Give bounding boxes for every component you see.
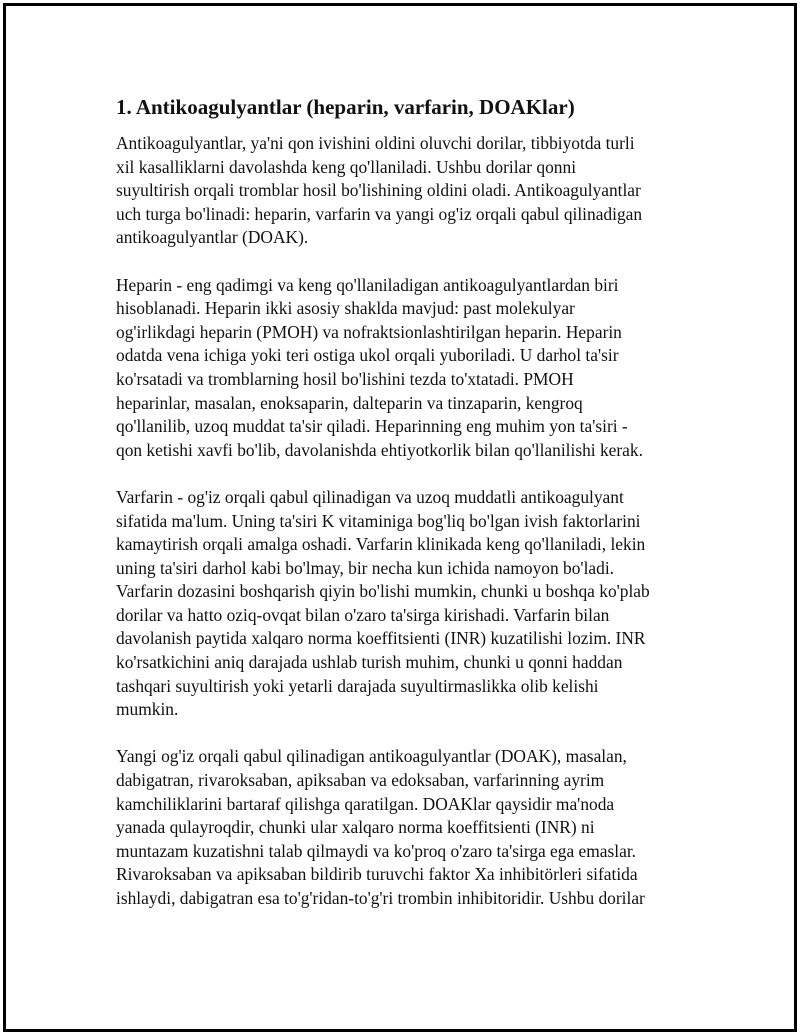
paragraph-doak: [116, 745, 686, 910]
text-line: odatda vena ichiga yoki teri ostiga ukol orqali yuboriladi. U darhol ta'sir: [116, 345, 619, 366]
text-line: kamchiliklarini bartaraf qilishga qaratilgan. DOAKlar qaysidir ma'noda: [116, 793, 615, 814]
text-line: ko'rsatadi va tromblarning hosil bo'lishini tezda to'xtatadi. PMOH: [116, 368, 574, 389]
text-line: ko'rsatkichini aniq darajada ushlab turish muhim, chunki u qonni haddan: [116, 652, 623, 673]
text-line: muntazam kuzatishni talab qilmaydi va ko'proq o'zaro ta'sirga ega emaslar.: [116, 840, 637, 861]
text-line: xil kasalliklarni davolashda keng qo'llaniladi. Ushbu dorilar qonni: [116, 156, 577, 177]
text-line: Varfarin - og'iz orqali qabul qilinadigan va uzoq muddatli antikoagulyant: [116, 486, 624, 507]
text-line: Antikoagulyantlar, ya'ni qon ivishini oldini oluvchi dorilar, tibbiyotda turli: [116, 133, 635, 153]
text-line: mumkin.: [116, 699, 179, 720]
paragraph-intro: [116, 132, 686, 250]
text-line: suyultirish orqali tromblar hosil bo'lishining oldini oladi. Antikoagulyantlar: [116, 180, 641, 201]
text-line: ishlaydi, dabigatran esa to'g'ridan-to'g'ri trombin inhibitoridir. Ushbu dorilar: [116, 888, 645, 908]
text-line: yanada qulayroqdir, chunki ular xalqaro norma koeffitsienti (INR) ni: [116, 817, 595, 838]
text-line: kamaytirish orqali amalga oshadi. Varfarin klinikada keng qo'llaniladi, lekin: [116, 534, 646, 555]
text-line: Yangi og'iz orqali qabul qilinadigan antikoagulyantlar (DOAK), masalan,: [116, 746, 627, 767]
text-line: Heparin - eng qadimgi va keng qo'llaniladigan antikoagulyantlardan biri: [116, 274, 619, 295]
text-line: sifatida ma'lum. Uning ta'siri K vitaminiga bog'liq bo'lgan ivish faktorlarini: [116, 510, 641, 531]
text-line: dorilar va hatto oziq-ovqat bilan o'zaro ta'sirga kirishadi. Varfarin bilan: [116, 604, 610, 625]
text-line: Varfarin dozasini boshqarish qiyin bo'lishi mumkin, chunki u boshqa ko'plab: [116, 581, 650, 602]
text-line: uch turga bo'linadi: heparin, varfarin va yangi og'iz orqali qabul qilinadigan: [116, 203, 643, 224]
text-line: antikoagulyantlar (DOAK).: [116, 227, 309, 248]
text-line: dabigatran, rivaroksaban, apiksaban va edoksaban, varfarinning ayrim: [116, 770, 605, 791]
text-line: qo'llanilib, uzoq muddat ta'sir qiladi. Heparinning eng muhim yon ta'siri -: [116, 416, 628, 437]
text-line: heparinlar, masalan, enoksaparin, dalteparin va tinzaparin, kengroq: [116, 392, 583, 413]
text-line: tashqari suyultirish yoki yetarli darajada suyultirmaslikka olib kelishi: [116, 675, 599, 696]
document-body: [116, 94, 686, 934]
text-line: Rivaroksaban va apiksaban bildirib turuvchi faktor Xa inhibitörleri sifatida: [116, 864, 638, 885]
text-line: davolanish paytida xalqaro norma koeffitsienti (INR) kuzatilishi lozim. INR: [116, 628, 646, 649]
text-line: hisoblanadi. Heparin ikki asosiy shaklda mavjud: past molekulyar: [116, 298, 575, 319]
text-line: og'irlikdagi heparin (PMOH) va nofraktsionlashtirilgan heparin. Heparin: [116, 321, 622, 342]
section-heading: 1. Antikoagulyantlar (heparin, varfarin, DOAKlar): [116, 95, 575, 119]
paragraph-varfarin: [116, 486, 686, 722]
text-line: qon ketishi xavfi bo'lib, davolanishda ehtiyotkorlik bilan qo'llanilishi kerak.: [116, 439, 643, 460]
paragraph-heparin: [116, 274, 686, 463]
text-line: uning ta'siri darhol kabi bo'lmay, bir necha kun ichida namoyon bo'ladi.: [116, 557, 614, 578]
